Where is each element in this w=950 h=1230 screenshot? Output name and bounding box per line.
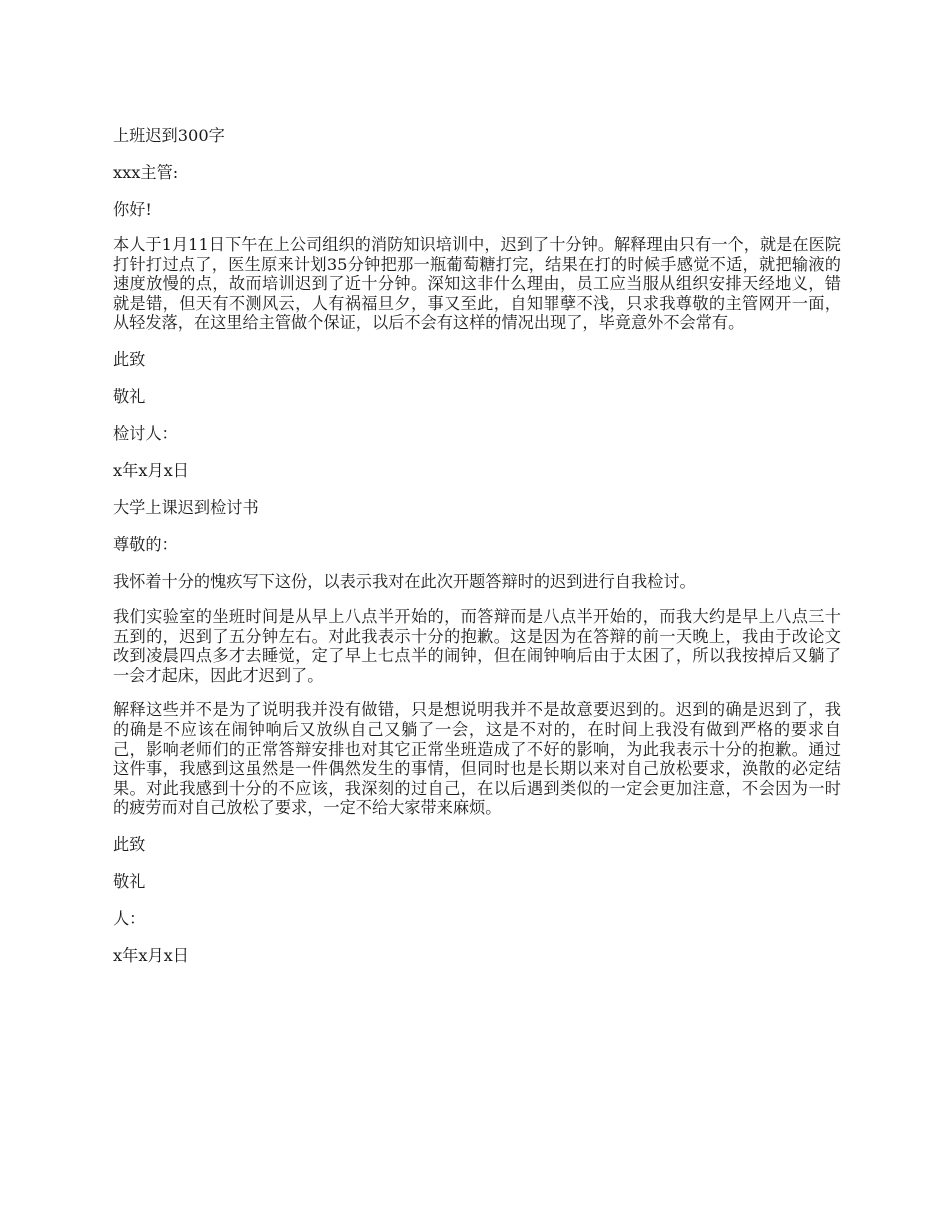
document-title: 上班迟到300字 bbox=[113, 126, 225, 145]
date-line: x年x月x日 bbox=[113, 460, 189, 480]
closing-regards: 敬礼 bbox=[113, 871, 146, 891]
greeting: 你好! bbox=[113, 200, 152, 219]
body-paragraph: 解释这些并不是为了说明我并没有做错，只是想说明我并不是故意要迟到的。迟到的确是迟到了，我的确是不应该在闹钟响后又放纵自己又躺了一会，这是不对的，在时间上我没有做到严格的要求自己，影响老师们的正常答辩安排也对其它正常坐班造成了不好的影响，为此我表示十分的抱歉。通过这件事，我感到这虽然是一件偶然发生的事情，但同时也是长期以来对自己放松要求，涣散的必定结果。对此我感到十分的不应该，我深刻的过自己，在以后遇到类似的一定会更加注意，不会因为一时的疲劳而对自己放松了要求，一定不给大家带来麻烦。 bbox=[113, 700, 841, 818]
body-paragraph: 我们实验室的坐班时间是从早上八点半开始的，而答辩而是八点半开始的，而我大约是早上八点三十五到的，迟到了五分钟左右。对此我表示十分的抱歉。这是因为在答辩的前一天晚上，我由于改论文改到凌晨四点多才去睡觉，定了早上七点半的闹钟，但在闹钟响后由于太困了，所以我按掉后又躺了一会才起床，因此才迟到了。 bbox=[113, 606, 841, 685]
closing-line: 此致 bbox=[113, 834, 146, 854]
salutation-recipient: xxx主管: bbox=[113, 163, 179, 182]
closing-line: 此致 bbox=[113, 349, 146, 369]
signature-label: 人： bbox=[113, 908, 146, 928]
section-title: 大学上课迟到检讨书 bbox=[113, 497, 259, 517]
signature-label: 检讨人： bbox=[113, 423, 178, 443]
body-paragraph: 我怀着十分的愧疚写下这份，以表示我对在此次开题答辩时的迟到进行自我检讨。 bbox=[113, 571, 696, 591]
closing-regards: 敬礼 bbox=[113, 386, 146, 406]
date-line: x年x月x日 bbox=[113, 945, 189, 965]
document-body bbox=[113, 124, 841, 981]
salutation-recipient: 尊敬的： bbox=[113, 534, 178, 554]
body-paragraph: 本人于1月11日下午在上公司组织的消防知识培训中，迟到了十分钟。解释理由只有一个，就是在医院打针打过点了，医生原来计划35分钟把那一瓶葡萄糖打完，结果在打的时候手感觉不适，就把输液的速度放慢的点，故而培训迟到了近十分钟。深知这非什么理由，员工应当服从组织安排天经地义，错就是错，但天有不测风云，人有祸福旦夕，事又至此，自知罪孽不浅，只求我尊敬的主管网开一面，从轻发落，在这里给主管做个保证，以后不会有这样的情况出现了，毕竟意外不会常有。 bbox=[113, 235, 841, 333]
